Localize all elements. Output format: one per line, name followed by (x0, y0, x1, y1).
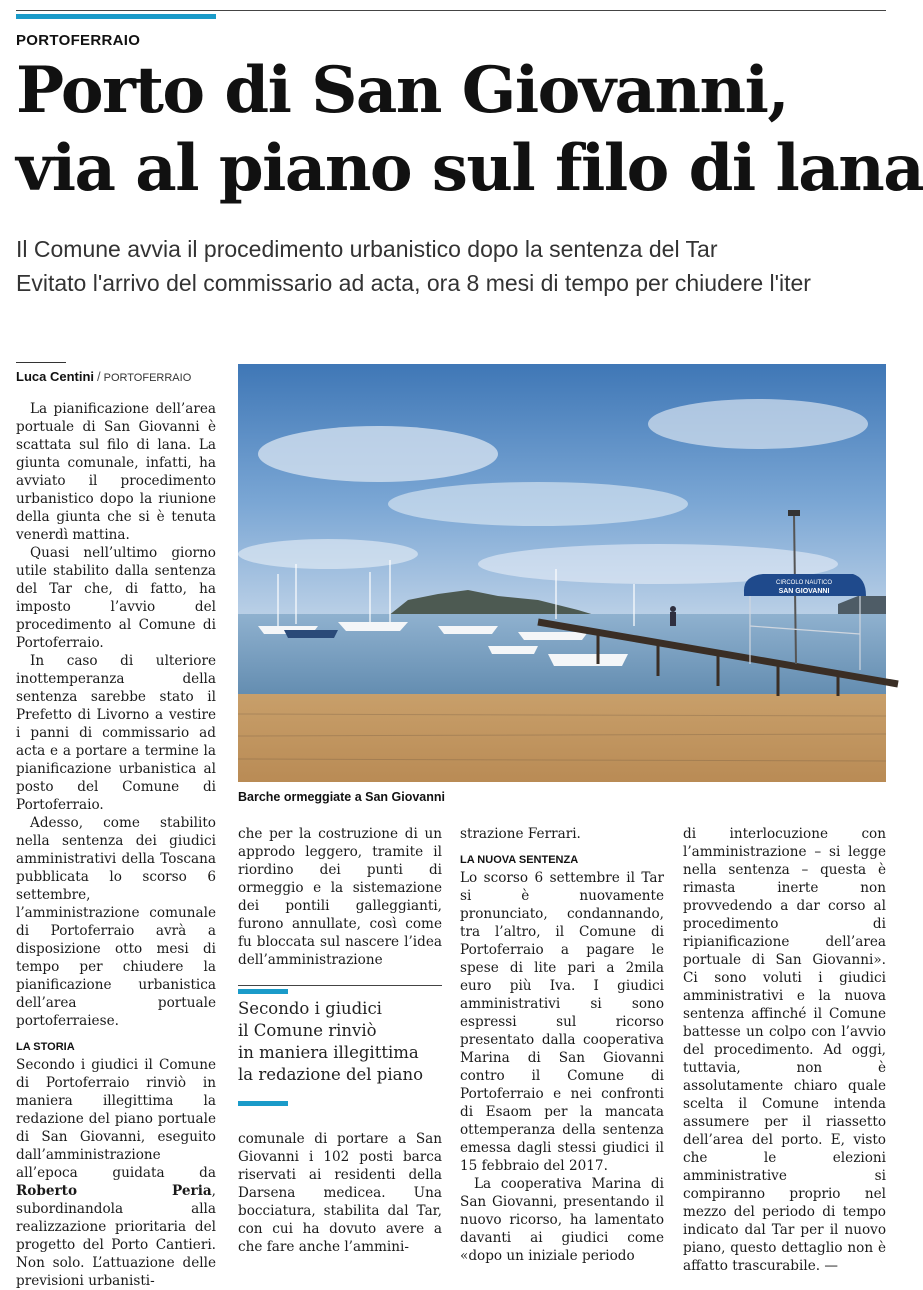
byline-rule (16, 362, 66, 363)
byline-author: Luca Centini (16, 369, 95, 384)
paragraph: Adesso, come stabilito nella sentenza dei giudici amministrativi della Toscana pubblicata lo scorso 6 settembre, l’amministrazione comunale di Portoferraio avrà a disposizione otto mesi di tempo per chiudere la pianificazione urbanistica dell’area portuale portoferraiese. (16, 815, 216, 1029)
byline (16, 369, 191, 384)
paragraph-text: , subordinandola alla realizzazione prioritaria del progetto del Porto Cantieri. Non solo. L’attuazione delle previsioni urbanisti- (16, 1183, 216, 1289)
article-column-2-bottom (238, 1130, 442, 1256)
paragraph: La pianificazione dell’area portuale di San Giovanni è scattata sul filo di lana. La giunta comunale, infatti, ha avviato il procedimento urbanistico dopo la riunione della giunta che si è tenuta venerdì mattina. (16, 401, 216, 543)
person-name: Roberto Peria (16, 1183, 212, 1199)
headline-line-2: via al piano sul filo di lana (16, 131, 923, 206)
pullquote-line: in maniera illegittima (238, 1043, 419, 1062)
paragraph: In caso di ulteriore inottemperanza della sentenza sarebbe stato il Prefetto di Livorno a vestire i panni di commissario ad acta e a portare a termine la pianificazione urbanistica al posto del Comune di Portoferraio. (16, 653, 216, 813)
article-column-1 (16, 400, 216, 1290)
pullquote-line: la redazione del piano (238, 1065, 424, 1084)
top-rule (16, 10, 886, 11)
headline (16, 52, 923, 208)
pullquote-accent-bottom (238, 1101, 288, 1106)
paragraph: Lo scorso 6 settembre il Tar si è nuovamente pronunciato, condannando, tra l’altro, il Comune di Portoferraio a pagare le spese di lite pari a 2mila euro più Iva. I giudici amministrativi si sono espressi sul ricorso presentato dalla cooperativa Marina di San Giovanni contro il Comune di Portoferraio e nei confronti di Esaom per la mancata ottemperanza della sentenza emessa dagli stessi giudici il 15 febbraio del 2017. (460, 870, 664, 1174)
subheading-la-storia: LA STORIA (16, 1041, 75, 1053)
article-column-3 (460, 825, 664, 1265)
article-column-4 (683, 825, 886, 1275)
byline-place: PORTOFERRAIO (103, 372, 192, 384)
pullquote-accent-top (238, 989, 288, 994)
section-kicker: PORTOFERRAIO (16, 32, 141, 49)
harbor-photo (238, 364, 886, 782)
subheadline-line-2: Evitato l'arrivo del commissario ad acta, ora 8 mesi di tempo per chiudere l'iter (16, 270, 811, 296)
photo-caption: Barche ormeggiate a San Giovanni (238, 790, 446, 804)
pullquote-rule (238, 985, 442, 986)
sign-line-1: CIRCOLO NAUTICO (775, 580, 833, 586)
headline-line-1: Porto di San Giovanni, (16, 53, 789, 128)
top-accent-bar (16, 14, 216, 19)
byline-separator: / (97, 369, 101, 384)
paragraph: strazione Ferrari. (460, 826, 581, 842)
paragraph: che per la costruzione di un approdo leggero, tramite il riordino dei punti di ormeggio e la sistemazione dei pontili galleggianti, furono annullate, così come fu bloccata sul nascere l’idea dell’amministrazione (238, 826, 442, 968)
sign-line-2: SAN GIOVANNI (778, 588, 830, 595)
pullquote-line: Secondo i giudici (238, 999, 382, 1018)
pullquote-line: il Comune rinviò (238, 1021, 377, 1040)
subheading-la-nuova-sentenza: LA NUOVA SENTENZA (460, 854, 579, 866)
subheadline-line-1: Il Comune avvia il procedimento urbanistico dopo la sentenza del Tar (16, 236, 718, 262)
paragraph: La cooperativa Marina di San Giovanni, presentando il nuovo ricorso, ha lamentato davanti ai giudici come «dopo un iniziale periodo (460, 1176, 664, 1264)
harbor-photo-illustration (238, 364, 886, 782)
paragraph: di interlocuzione con l’amministrazione – si legge nella sentenza – questa è rimasta inerte non provvedendo a dar corso al procedimento di ripianificazione dell’area portuale di San Giovanni». Ci sono voluti i giudici amministrativi e la nuova sentenza affinché il Comune battesse un colpo con l’avvio del procedimento. Ad oggi, tuttavia, non è assolutamente chiaro quale scelta il Comune intenda assumere per il riassetto dell’area del porto. E, visto che le elezioni amministrative si compiranno proprio nel mezzo del periodo di tempo indicato dal Tar per il nuovo piano, questo dettaglio non è affatto trascurabile. — (683, 826, 886, 1274)
paragraph (16, 1056, 216, 1290)
subheadline (16, 232, 886, 300)
paragraph: Quasi nell’ultimo giorno utile stabilito dalla sentenza del Tar che, di fatto, ha imposto l’avvio del procedimento al Comune di Portoferraio. (16, 545, 216, 651)
pullquote (238, 998, 442, 1086)
article-column-2-top (238, 825, 442, 969)
paragraph-text: Secondo i giudici il Comune di Portoferraio rinviò in maniera illegittima la redazione del piano portuale di San Giovanni, eseguito dall’amministrazione all’epoca guidata da (16, 1057, 216, 1181)
paragraph: comunale di portare a San Giovanni i 102 posti barca riservati ai residenti della Darsena medicea. Una bocciatura, stabilita dal Tar, con cui ha dovuto avere a che fare anche l’ammini- (238, 1131, 442, 1255)
